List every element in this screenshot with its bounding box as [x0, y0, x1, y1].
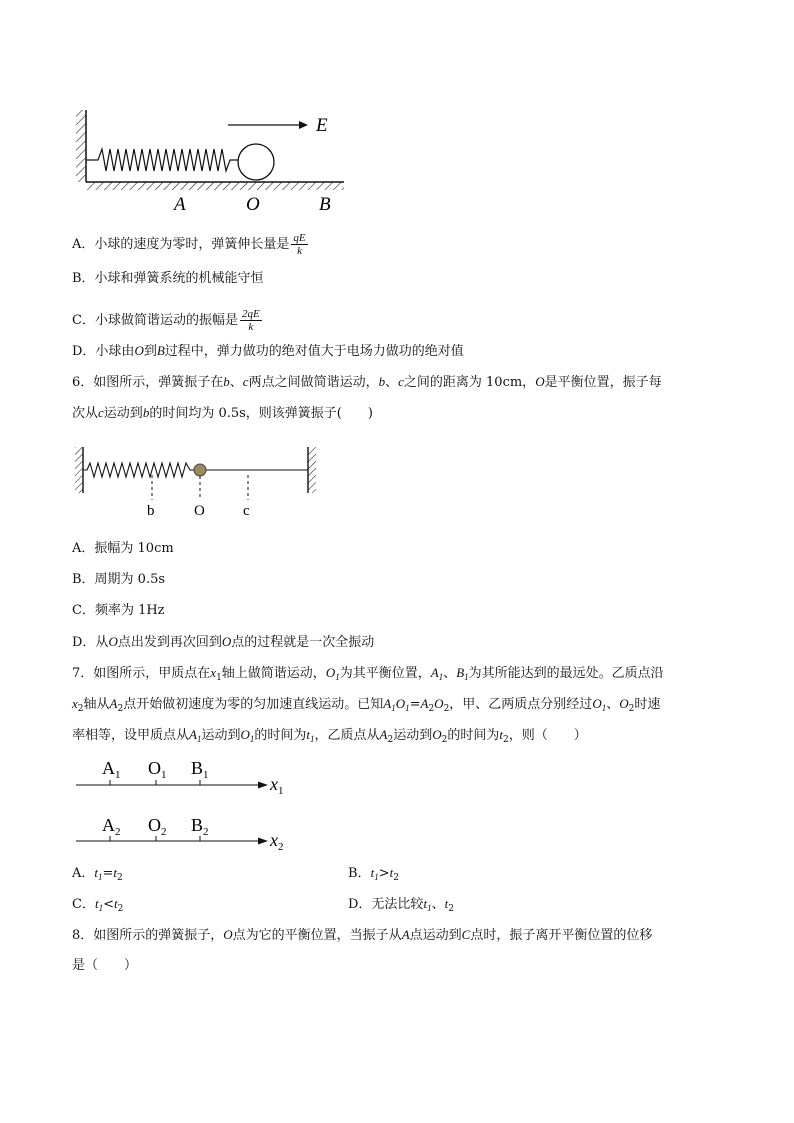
wall-hatch	[76, 110, 86, 182]
q6-option-a: A．振幅为 10cm	[72, 541, 174, 556]
q7-option-c: C．$t_1<t_2$	[72, 896, 124, 914]
q5-option-a: A．小球的速度为零时，弹簧伸长量是 $\frac{qE}{k}$	[72, 232, 306, 257]
q5-option-d: D．小球由O到B过程中，弹力做功的绝对值大于电场力做功的绝对值	[72, 343, 464, 359]
spring-ball-field-figure	[70, 105, 360, 220]
q7-stem-line3: 率相等，设甲质点从$A_1$运动到$O_1$的时间为$t_1$，乙质点从$A_2$运动到$O_2$的时间为$t_2$，则（ ）	[72, 727, 587, 745]
left-wall-hatch	[75, 447, 83, 493]
label-A1: $A_1$	[102, 758, 121, 781]
spring	[86, 149, 238, 171]
ball	[238, 144, 274, 180]
two-axis-figure	[72, 752, 302, 857]
q6-stem-line2: 次从c运动到b的时间均为 0.5s，则该弹簧振子( )	[72, 405, 373, 421]
label-O: O	[194, 503, 205, 519]
oscillator-ball	[194, 464, 206, 476]
q6-option-c: C．频率为 1Hz	[72, 603, 165, 618]
q8-stem-line1: 8．如图所示的弹簧振子，O点为它的平衡位置，当振子从A点运动到C点时，振子离开平衡位置的位移	[72, 927, 653, 943]
right-wall-hatch	[308, 447, 316, 493]
label-x1: $x_1$	[270, 774, 284, 797]
ground-hatch	[86, 182, 344, 190]
q7-option-b: B．$t_1>t_2$	[348, 865, 399, 883]
label-c: c	[243, 503, 250, 519]
q6-option-d: D．从O点出发到再次回到O点的过程就是一次全振动	[72, 634, 375, 650]
axis-x1-arrow	[258, 782, 268, 789]
label-B2: $B_2$	[191, 815, 209, 838]
q6-stem-line1: 6．如图所示，弹簧振子在b、c两点之间做简谐运动，b、c之间的距离为 10cm，O是平衡位置，振子每	[72, 374, 662, 390]
label-A: A	[174, 194, 186, 215]
q5-option-b: B．小球和弹簧系统的机械能守恒	[72, 271, 264, 286]
q5-option-c: C．小球做简谐运动的振幅是 $\frac{2qE}{k}$	[72, 308, 260, 333]
q6-option-b: B．周期为 0.5s	[72, 572, 166, 587]
horizontal-spring-oscillator-figure	[70, 445, 325, 520]
fraction-qE-over-k: $\frac{qE}{k}$	[293, 232, 306, 257]
label-A2: $A_2$	[102, 815, 121, 838]
spring	[83, 463, 194, 477]
label-B: B	[319, 194, 331, 215]
field-arrow-head	[299, 121, 308, 129]
q7-option-d: D．无法比较$t_1$、$t_2$	[348, 896, 454, 914]
label-b: b	[147, 503, 155, 519]
label-O: O	[246, 194, 260, 215]
fraction-2qE-over-k: $\frac{2qE}{k}$	[241, 308, 260, 333]
q8-stem-line2: 是（ ）	[72, 958, 138, 973]
label-O1: $O_1$	[148, 758, 167, 781]
q7-option-a: A．$t_1=t_2$	[72, 865, 123, 883]
label-O2: $O_2$	[148, 815, 167, 838]
q7-stem-line2: $x_2$轴从$A_2$点开始做初速度为零的匀加速直线运动。已知$A_1O_1=A_2O_2$，甲、乙两质点分别经过$O_1$、$O_2$时速	[72, 696, 661, 714]
label-E: E	[316, 115, 328, 136]
axis-x2-arrow	[258, 838, 268, 845]
label-B1: $B_1$	[191, 758, 209, 781]
label-x2: $x_2$	[270, 830, 284, 853]
q7-stem-line1: 7．如图所示，甲质点在$x_1$轴上做简谐运动，$O_1$为其平衡位置，$A_1$、$B_1$为其所能达到的最远处。乙质点沿	[72, 665, 664, 683]
